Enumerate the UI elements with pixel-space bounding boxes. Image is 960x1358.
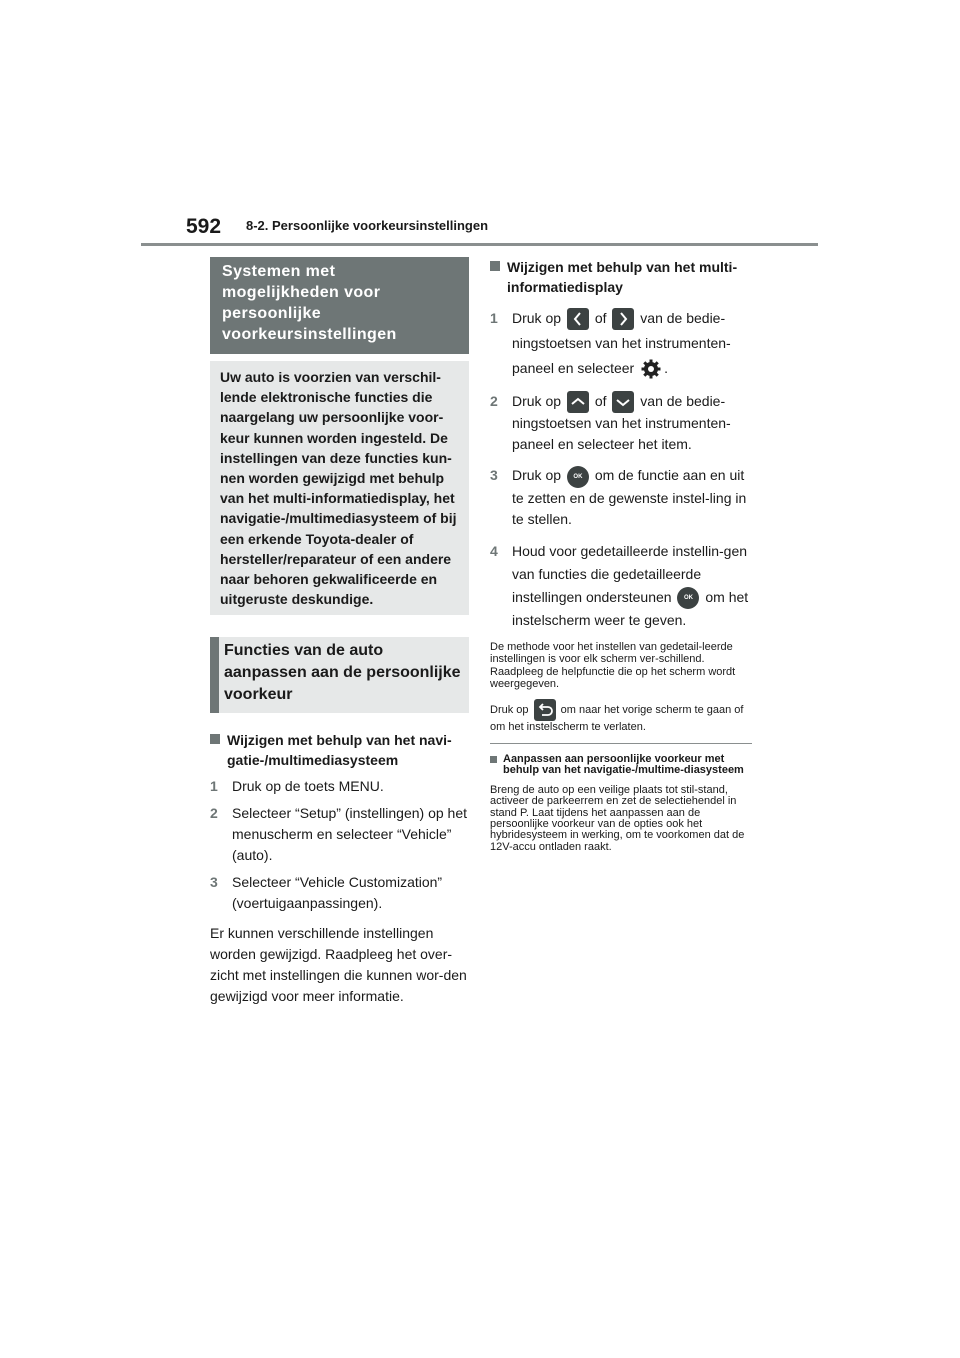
note-paragraph: De methode voor het instellen van gedetail-leerde instellingen is voor elk scherm ver-schillend. Raadpleeg de helpfunctie die op het scherm wordt weergegeven. xyxy=(490,640,736,691)
systems-title: Systemen met mogelijkheden voor persoonlijke voorkeursinstellingen xyxy=(222,263,397,343)
step-text: Druk op xyxy=(512,310,562,326)
step-text: om de functie aan en uit te zetten en de gewenste instel-ling in te stellen. xyxy=(512,467,747,527)
step-text: van de bedie-ningstoetsen van het instrumenten-paneel en selecteer xyxy=(512,310,731,376)
list-item xyxy=(210,872,469,914)
list-item xyxy=(490,391,752,455)
square-bullet-icon xyxy=(210,734,220,744)
right-column xyxy=(490,257,752,853)
chevron-right-icon xyxy=(612,308,634,330)
ok-button-icon: OK xyxy=(677,587,699,609)
small-subheading xyxy=(490,754,752,777)
step-text: of xyxy=(594,393,607,409)
step-number: 3 xyxy=(210,874,218,891)
gear-icon xyxy=(640,358,662,380)
note-text: Druk op xyxy=(490,703,529,716)
step-number: 1 xyxy=(490,310,498,326)
step-text: . xyxy=(664,360,668,376)
header-rule xyxy=(141,243,818,246)
step-text: Druk op xyxy=(512,393,562,409)
left-column xyxy=(210,257,469,1007)
step-text: Druk op de toets MENU. xyxy=(232,778,384,795)
step-number: 4 xyxy=(490,542,498,559)
step-text: of xyxy=(594,310,607,326)
list-item xyxy=(210,803,469,866)
nav-subheading xyxy=(210,730,469,770)
step-text: Selecteer “Setup” (instellingen) op het menuscherm en selecteer “Vehicle” (auto). xyxy=(232,805,468,864)
step-text: van de bedie-ningstoetsen van het instrumenten-paneel en selecteer het item. xyxy=(512,393,731,453)
small-subheading-text: Aanpassen aan persoonlijke voorkeur met behulp van het navigatie-/multime-diasysteem xyxy=(503,752,744,777)
step-number: 2 xyxy=(490,393,498,409)
small-paragraph: Breng de auto op een veilige plaats tot stil-stand, activeer de parkeerrem en zet de selectiehendel in stand P. Laat tijdens het aanpassen aan de persoonlijke voorkeur van de opties ook het hybridesysteem in werking, om te voorkomen dat de 12V-accu ontladen raakt. xyxy=(490,783,745,853)
functions-title-box xyxy=(210,637,469,713)
note-text: om naar het vorige scherm te gaan of om het instelscherm te verlaten. xyxy=(490,703,744,733)
list-item xyxy=(490,465,752,529)
divider xyxy=(490,743,752,744)
step-number: 3 xyxy=(490,467,498,484)
systems-title-box xyxy=(210,257,469,354)
step-text: om het instelscherm weer te geven. xyxy=(512,588,749,628)
summary-text: Uw auto is voorzien van verschil-lende elektronische functies die naargelang uw persoonlijke voor-keur kunnen worden ingesteld. De instellingen van deze functies kun-nen worden gewijzigd met behulp van het multi-informatiedisplay, het navigatie-/multimediasysteem of bij een erkende Toyota-dealer of hersteller/reparateur of een andere naar behoren gekwalificeerde en uitgeruste deskundige. xyxy=(220,369,457,608)
square-bullet-icon xyxy=(490,756,497,763)
step-text: Druk op xyxy=(512,467,562,484)
list-item xyxy=(490,306,752,381)
section-header: 8-2. Persoonlijke voorkeursinstellingen xyxy=(246,218,489,233)
step-text: Houd voor gedetailleerde instellin-gen van functies die gedetailleerde instellingen ondersteunen xyxy=(512,542,748,605)
chevron-up-icon xyxy=(567,391,589,413)
closing-paragraph: Er kunnen verschillende instellingen worden gewijzigd. Raadpleeg het over-zicht met instellingen die kunnen wor-den gewijzigd voor meer informatie. xyxy=(210,925,467,1005)
nav-subheading-text: Wijzigen met behulp van het navi-gatie-/multimediasysteem xyxy=(227,732,452,769)
back-arrow-icon xyxy=(534,699,556,721)
mid-subheading-text: Wijzigen met behulp van het multi-informatiedisplay xyxy=(507,259,738,295)
page-number: 592 xyxy=(186,215,222,238)
chevron-left-icon xyxy=(567,308,589,330)
functions-title: Functies van de auto aanpassen aan de persoonlijke voorkeur xyxy=(224,642,461,704)
summary-box xyxy=(210,361,469,615)
mid-subheading xyxy=(490,257,752,297)
ok-button-icon: OK xyxy=(567,466,589,488)
square-bullet-icon xyxy=(490,261,500,271)
step-number: 2 xyxy=(210,805,218,822)
list-item xyxy=(490,540,752,632)
list-item xyxy=(210,776,469,797)
chevron-down-icon xyxy=(612,391,634,413)
note-paragraph xyxy=(490,699,752,733)
step-number: 1 xyxy=(210,778,218,795)
step-text: Selecteer “Vehicle Customization” (voertuigaanpassingen). xyxy=(232,874,443,912)
